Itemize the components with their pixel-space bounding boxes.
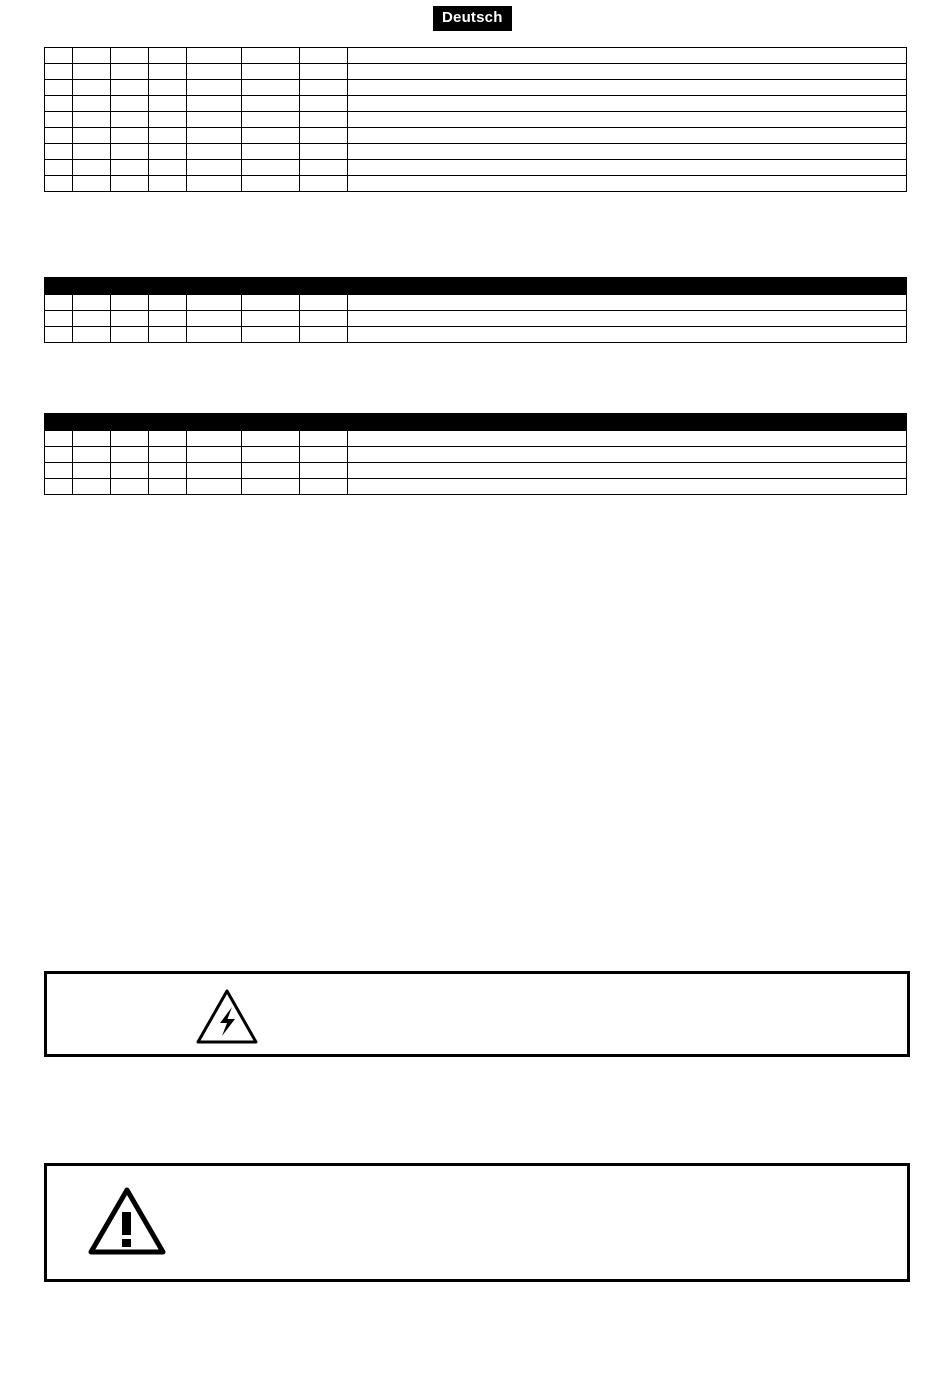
cell (73, 160, 111, 176)
cell (242, 64, 300, 80)
table-row (45, 160, 907, 176)
cell (187, 311, 242, 327)
cell (300, 48, 348, 64)
cell (187, 431, 242, 447)
header-cell (300, 414, 348, 431)
warning-box-electric-shock (44, 971, 910, 1057)
cell (348, 128, 907, 144)
language-tab: Deutsch (433, 6, 512, 31)
cell (149, 311, 187, 327)
header-cell (45, 414, 73, 431)
cell (45, 311, 73, 327)
header-cell (149, 414, 187, 431)
cell (348, 80, 907, 96)
cell (300, 447, 348, 463)
cell (73, 463, 111, 479)
cell (73, 479, 111, 495)
specification-table-2 (44, 277, 907, 343)
cell (187, 48, 242, 64)
header-cell (73, 278, 111, 295)
cell (111, 144, 149, 160)
cell (45, 128, 73, 144)
cell (187, 80, 242, 96)
cell (300, 327, 348, 343)
cell (73, 311, 111, 327)
cell (300, 431, 348, 447)
header-cell (187, 278, 242, 295)
cell (111, 48, 149, 64)
cell (348, 48, 907, 64)
cell (149, 447, 187, 463)
cell (187, 327, 242, 343)
cell (45, 447, 73, 463)
cell (242, 112, 300, 128)
cell (187, 176, 242, 192)
cell (111, 295, 149, 311)
cell (73, 128, 111, 144)
header-cell (242, 414, 300, 431)
cell (45, 160, 73, 176)
header-cell (348, 278, 907, 295)
cell (242, 128, 300, 144)
header-cell (300, 278, 348, 295)
table-body (45, 48, 907, 192)
table-header-row (45, 278, 907, 295)
cell (300, 112, 348, 128)
cell (348, 112, 907, 128)
table-row (45, 463, 907, 479)
cell (300, 64, 348, 80)
cell (242, 48, 300, 64)
cell (73, 80, 111, 96)
header-cell (149, 278, 187, 295)
specification-table-3 (44, 413, 907, 495)
header-cell (73, 414, 111, 431)
table-row (45, 431, 907, 447)
cell (45, 176, 73, 192)
cell (45, 431, 73, 447)
cell (187, 463, 242, 479)
cell (45, 48, 73, 64)
cell (300, 96, 348, 112)
cell (242, 80, 300, 96)
cell (242, 144, 300, 160)
header-cell (187, 414, 242, 431)
table-row (45, 80, 907, 96)
cell (111, 64, 149, 80)
cell (149, 463, 187, 479)
header-cell (242, 278, 300, 295)
cell (300, 128, 348, 144)
cell (149, 80, 187, 96)
cell (111, 96, 149, 112)
cell (45, 96, 73, 112)
cell (348, 295, 907, 311)
table-row (45, 48, 907, 64)
cell (111, 80, 149, 96)
cell (300, 295, 348, 311)
cell (242, 431, 300, 447)
table-row (45, 295, 907, 311)
header-cell (111, 278, 149, 295)
cell (242, 463, 300, 479)
cell (348, 64, 907, 80)
table-header-row (45, 414, 907, 431)
cell (73, 144, 111, 160)
cell (111, 327, 149, 343)
cell (348, 431, 907, 447)
cell (73, 431, 111, 447)
cell (45, 144, 73, 160)
cell (149, 112, 187, 128)
cell (242, 160, 300, 176)
cell (300, 463, 348, 479)
cell (187, 160, 242, 176)
table-row (45, 327, 907, 343)
cell (149, 295, 187, 311)
cell (300, 144, 348, 160)
cell (348, 96, 907, 112)
cell (111, 160, 149, 176)
cell (149, 48, 187, 64)
cell (149, 64, 187, 80)
table-body (45, 278, 907, 343)
cell (73, 295, 111, 311)
high-voltage-triangle-icon (195, 988, 259, 1051)
table-row (45, 144, 907, 160)
cell (149, 176, 187, 192)
cell (149, 431, 187, 447)
exclamation-triangle-icon (87, 1186, 167, 1261)
cell (187, 96, 242, 112)
cell (149, 160, 187, 176)
cell (149, 144, 187, 160)
cell (111, 128, 149, 144)
table-row (45, 176, 907, 192)
cell (348, 327, 907, 343)
cell (111, 447, 149, 463)
cell (187, 479, 242, 495)
cell (242, 479, 300, 495)
cell (348, 447, 907, 463)
cell (242, 176, 300, 192)
cell (111, 112, 149, 128)
cell (242, 96, 300, 112)
table-row (45, 128, 907, 144)
table-row (45, 479, 907, 495)
cell (149, 128, 187, 144)
cell (149, 327, 187, 343)
cell (300, 479, 348, 495)
cell (111, 463, 149, 479)
cell (73, 447, 111, 463)
cell (187, 64, 242, 80)
cell (73, 48, 111, 64)
header-cell (348, 414, 907, 431)
cell (111, 479, 149, 495)
cell (73, 327, 111, 343)
cell (348, 160, 907, 176)
cell (45, 64, 73, 80)
cell (111, 431, 149, 447)
cell (348, 463, 907, 479)
cell (348, 144, 907, 160)
cell (45, 112, 73, 128)
cell (45, 463, 73, 479)
cell (45, 295, 73, 311)
warning-box-caution (44, 1163, 910, 1282)
cell (111, 311, 149, 327)
cell (73, 96, 111, 112)
cell (187, 128, 242, 144)
cell (242, 311, 300, 327)
cell (300, 80, 348, 96)
cell (45, 479, 73, 495)
cell (187, 295, 242, 311)
cell (242, 295, 300, 311)
cell (300, 160, 348, 176)
cell (187, 144, 242, 160)
cell (73, 176, 111, 192)
header-cell (111, 414, 149, 431)
cell (73, 64, 111, 80)
cell (187, 112, 242, 128)
cell (149, 96, 187, 112)
cell (242, 327, 300, 343)
cell (300, 176, 348, 192)
cell (73, 112, 111, 128)
cell (348, 479, 907, 495)
table-body (45, 414, 907, 495)
header-cell (45, 278, 73, 295)
cell (111, 176, 149, 192)
table-row (45, 311, 907, 327)
table-row (45, 96, 907, 112)
cell (45, 80, 73, 96)
cell (45, 327, 73, 343)
table-row (45, 447, 907, 463)
cell (348, 176, 907, 192)
table-row (45, 112, 907, 128)
cell (187, 447, 242, 463)
cell (348, 311, 907, 327)
cell (242, 447, 300, 463)
cell (300, 311, 348, 327)
table-row (45, 64, 907, 80)
specification-table-1 (44, 47, 907, 192)
cell (149, 479, 187, 495)
